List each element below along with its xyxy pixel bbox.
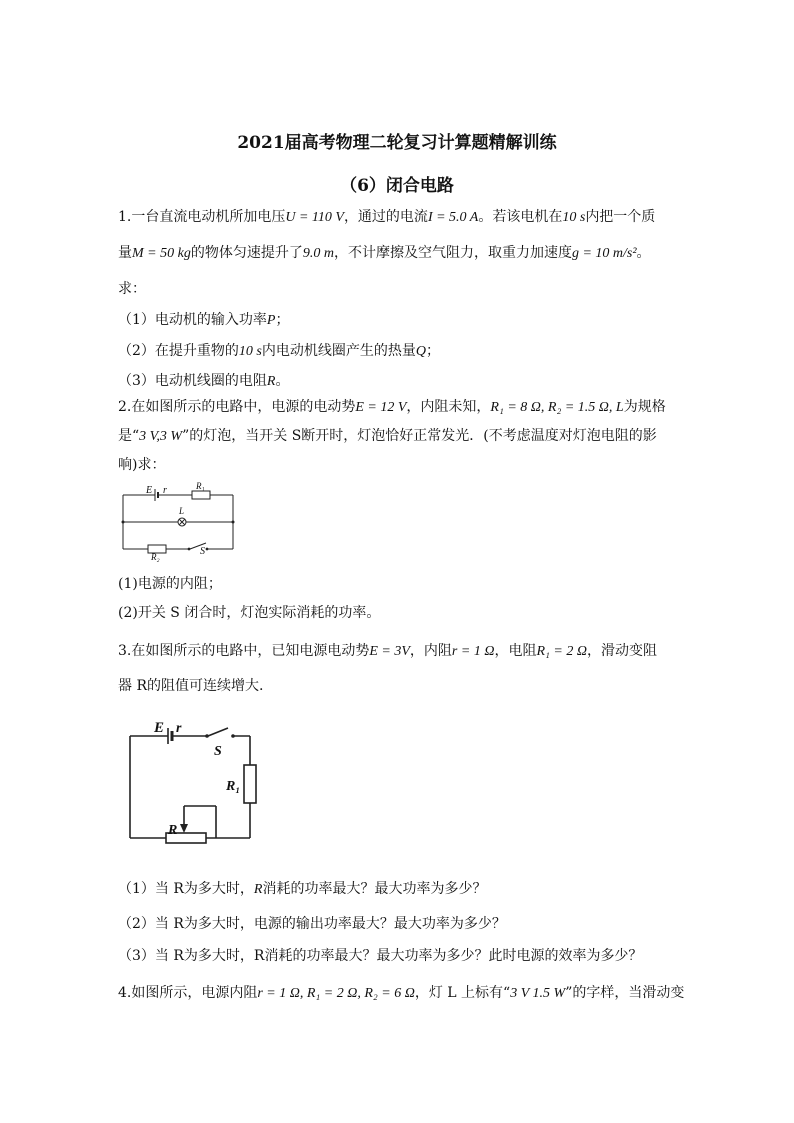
q1-sub3: （3）电动机线圈的电阻R。 — [118, 373, 290, 389]
q1-sub1: （1）电动机的输入功率P； — [118, 312, 290, 328]
q3-line1: 3.在如图所示的电路中，已知电源电动势E = 3V，内阻r = 1 Ω，电阻R₁ = 2 Ω，滑动变阻 — [118, 643, 657, 659]
q3-line2: 器 R的阻值可连续增大. — [118, 678, 264, 694]
q2-line2: 是“3 V,3 W”的灯泡，当开关 S断开时，灯泡恰好正常发光．(不考虑温度对灯泡电阻的影 — [118, 428, 657, 444]
q2-fig-label-r: r — [163, 485, 167, 496]
q1-line3: 求： — [118, 281, 146, 297]
q4-line1: 4.如图所示，电源内阻r = 1 Ω, R₁ = 2 Ω, R₂ = 6 Ω，灯 L 上标有“3 V 1.5 W”的字样，当滑动变 — [118, 985, 685, 1001]
page-title: 2021届高考物理二轮复习计算题精解训练 — [237, 133, 557, 153]
q2-line3: 响)求： — [118, 457, 166, 473]
q2-fig-label-r1: R₁ — [196, 481, 205, 491]
q2-sub2: (2)开关 S 闭合时，灯泡实际消耗的功率。 — [118, 605, 381, 621]
q2-fig-label-e: E — [146, 485, 153, 496]
q3-sub2: （2）当 R为多大时，电源的输出功率最大？最大功率为多少？ — [118, 916, 506, 932]
q2-line1: 2.在如图所示的电路中，电源的电动势E = 12 V，内阻未知，R₁ = 8 Ω, R₂ = 1.5 Ω, L为规格 — [118, 399, 666, 415]
q1-line2: 量M = 50 kg的物体匀速提升了9.0 m，不计摩擦及空气阻力，取重力加速度g = 10 m/s²。 — [118, 245, 651, 261]
q3-fig-label-r: r — [176, 721, 182, 736]
q2-fig-label-s: S — [200, 546, 205, 557]
q3-fig-label-rheostat: R — [168, 823, 178, 838]
q2-fig-label-l: L — [179, 506, 185, 516]
q3-sub3: （3）当 R为多大时，R消耗的功率最大？最大功率为多少？此时电源的效率为多少？ — [118, 948, 643, 964]
q3-fig-label-r1: R₁ — [226, 779, 241, 794]
q3-fig-label-s: S — [214, 744, 222, 759]
q1-sub2: （2）在提升重物的10 s内电动机线圈产生的热量Q； — [118, 343, 440, 359]
page-subtitle: （6）闭合电路 — [340, 176, 454, 196]
q3-fig-label-e: E — [154, 720, 165, 736]
q2-circuit-diagram — [118, 482, 243, 562]
q1-line1: 1.一台直流电动机所加电压U = 110 V，通过的电流I = 5.0 A。若该电机在10 s内把一个质 — [118, 209, 656, 225]
q3-sub1: （1）当 R为多大时，R消耗的功率最大？最大功率为多少？ — [118, 881, 487, 897]
q2-sub1: (1)电源的内阻； — [118, 576, 222, 592]
q2-fig-label-r2: R₂ — [151, 552, 160, 562]
q3-circuit-diagram — [120, 718, 270, 854]
